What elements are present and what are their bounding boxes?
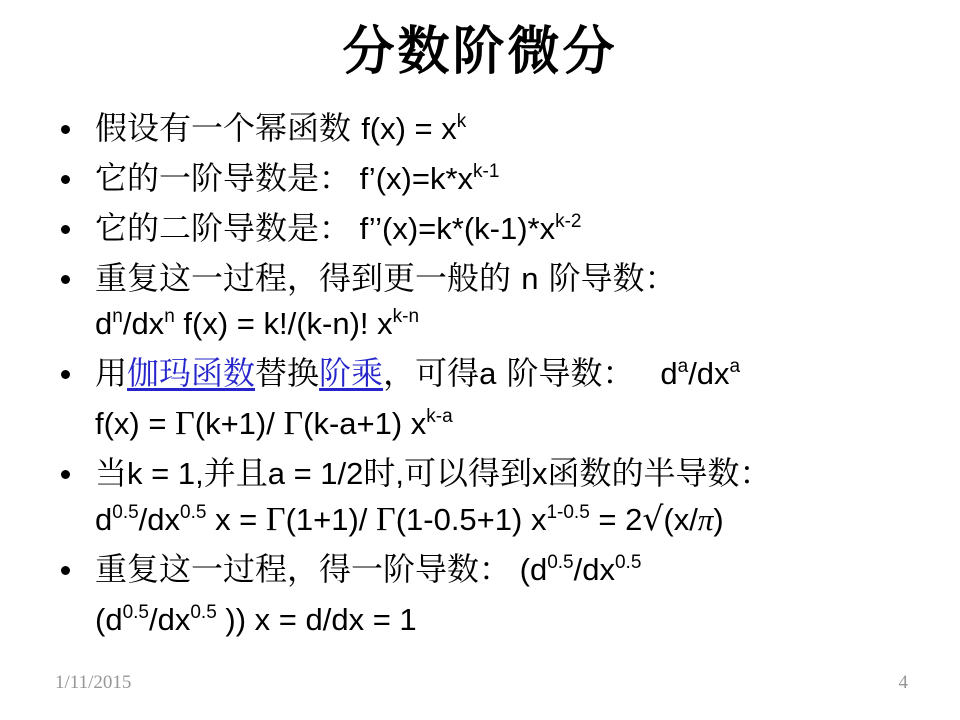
text-run: 可以得到 (404, 454, 533, 492)
text-run: 用 (95, 354, 128, 392)
text-run: f(x) = x (361, 111, 457, 146)
text-run: 假设有一个幂函数 (95, 109, 362, 147)
text-run: k-2 (555, 211, 582, 232)
text-run: 阶导数： (538, 259, 677, 297)
footer-date: 1/11/2015 (55, 672, 132, 693)
text-run: π (697, 502, 714, 537)
text-run: (1+1)/ (285, 502, 377, 537)
text-run: 0.5 (190, 602, 217, 623)
text-run: (1-0.5+1) x (395, 502, 547, 537)
text-run: (k+1)/ (194, 406, 284, 441)
text-run: /dx (138, 502, 181, 537)
text-run: √ (642, 499, 664, 538)
text-run: a (677, 356, 689, 377)
slide-title: 分数阶微分 (342, 21, 618, 82)
text-run: 0.5 (614, 552, 642, 573)
gamma-function-link[interactable]: 伽玛函数 (127, 354, 256, 392)
text-run: a (729, 356, 741, 377)
text-run: 0.5 (547, 552, 574, 573)
text-run: 0.5 (122, 602, 149, 623)
text-run: Γ (265, 501, 286, 538)
text-run: a (479, 356, 497, 391)
text-run: , (395, 456, 405, 491)
bullet-item (58, 156, 930, 206)
text-run: f(x) = (95, 406, 176, 441)
text-run: = 2 (589, 502, 643, 537)
text-run: k-a (426, 406, 453, 427)
text-run: 替换 (255, 354, 320, 392)
text-run: (d (511, 552, 548, 587)
text-run: 1-0.5 (546, 502, 590, 523)
text-run: 当 (95, 454, 128, 492)
text-run: k (456, 111, 467, 132)
bullet-dot (61, 275, 70, 284)
text-run: x (532, 456, 548, 491)
text-run: x = (206, 502, 266, 537)
text-run: f’’(x)=k*(k-1)*x (351, 211, 556, 246)
text-run: 重复这一过程，得一阶导数： (95, 550, 512, 588)
text-run: /dx (688, 356, 730, 391)
bullet-list (58, 106, 930, 647)
bullet-dot (61, 125, 70, 134)
text-run: n (164, 306, 175, 327)
text-run: /dx (573, 552, 615, 587)
text-run: n (521, 261, 539, 296)
text-run: /dx (149, 602, 191, 637)
text-run: (d (95, 602, 123, 637)
text-run: Γ (283, 405, 304, 442)
text-run: k-n (392, 306, 420, 327)
text-run: 时 (363, 454, 396, 492)
footer-page-number: 4 (898, 672, 908, 693)
text-run: 阶导数： (496, 354, 635, 392)
bullet-item (58, 106, 930, 156)
text-run: 函数的半导数： (547, 454, 772, 492)
text-run: d (95, 502, 113, 537)
text-run: (k-a+1) x (303, 406, 427, 441)
text-run: 重复这一过程，得到更一般的 (95, 259, 522, 297)
factorial-link[interactable]: 阶乘 (319, 354, 384, 392)
text-run: k-1 (473, 161, 500, 182)
text-run: )) x = d/dx = 1 (216, 602, 417, 637)
slide-body (58, 106, 930, 647)
text-run: 它的二阶导数是： (95, 209, 352, 247)
bullet-item (58, 547, 930, 647)
text-run: /dx (122, 306, 165, 341)
text-run: f(x) = k!/(k-n)! x (174, 306, 393, 341)
bullet-item (58, 451, 930, 547)
bullet-dot (61, 175, 70, 184)
text-run: ，可得 (383, 354, 480, 392)
bullet-item (58, 206, 930, 256)
bullet-dot (61, 225, 70, 234)
bullet-dot (61, 566, 70, 575)
text-run: k = 1, (127, 456, 204, 491)
bullet-dot (61, 370, 70, 379)
text-run: d (634, 356, 678, 391)
text-run: a = 1/2 (267, 456, 364, 491)
text-run: 它的一阶导数是： (95, 159, 352, 197)
text-run: (x/ (663, 502, 698, 537)
text-run: f’(x)=k*x (351, 161, 474, 196)
text-run: 0.5 (180, 502, 207, 523)
bullet-dot (61, 470, 70, 479)
text-run: Γ (376, 501, 396, 538)
text-run: 0.5 (112, 502, 139, 523)
text-run: Γ (175, 405, 195, 442)
text-run: n (112, 306, 123, 327)
text-run: 并且 (203, 454, 268, 492)
bullet-item (58, 256, 930, 351)
text-run: ) (713, 502, 724, 537)
bullet-item (58, 351, 930, 451)
text-run: d (95, 306, 113, 341)
